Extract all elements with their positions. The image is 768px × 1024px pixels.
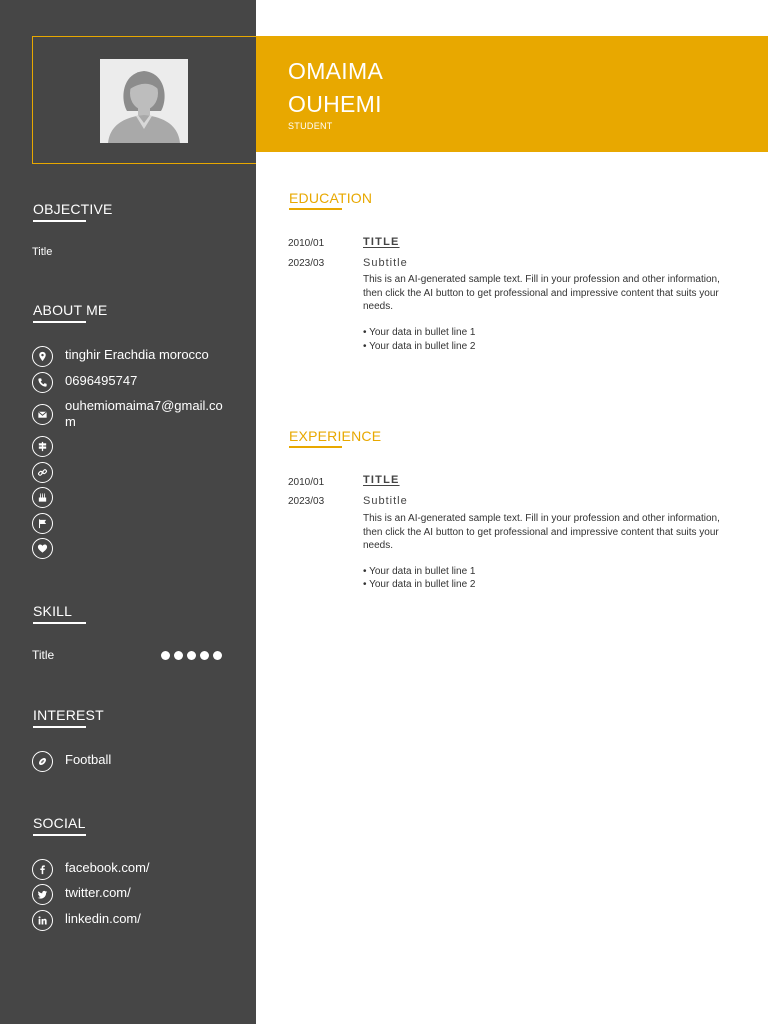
education-underline [289, 208, 342, 210]
contact-location [32, 346, 230, 367]
contact-location-text: tinghir Erachdia morocco [65, 347, 209, 362]
objective-heading: OBJECTIVE [33, 201, 113, 217]
skill-dot [174, 651, 183, 660]
signpost-icon [32, 436, 53, 457]
objective-underline [33, 220, 86, 222]
skill-dot [161, 651, 170, 660]
email-icon [32, 404, 53, 425]
avatar[interactable] [100, 59, 188, 143]
link-icon [32, 462, 53, 483]
experience-heading: EXPERIENCE [289, 428, 382, 444]
experience-end-date: 2023/03 [288, 496, 325, 507]
skill-underline [33, 622, 86, 624]
facebook-icon [32, 859, 53, 880]
contact-email-text: ouhemiomaima7@gmail.com [65, 398, 223, 429]
education-description: This is an AI-generated sample text. Fill in your profession and other information, then click the AI button to get professional and impressive content that suits your needs. [363, 274, 720, 312]
interest-heading: INTEREST [33, 707, 104, 723]
social-twitter-link[interactable]: twitter.com/ [65, 885, 131, 900]
education-start-date: 2010/01 [288, 238, 325, 249]
contact-signpost [32, 436, 230, 457]
birthday-cake-icon [32, 487, 53, 508]
avatar-placeholder-icon [100, 59, 188, 143]
experience-start-date: 2010/01 [288, 477, 325, 488]
education-heading: EDUCATION [289, 190, 373, 206]
photo-frame [32, 36, 256, 164]
experience-bullet: • Your data in bullet line 1 [363, 566, 476, 577]
skill-heading: SKILL [33, 603, 73, 619]
role-title: STUDENT [288, 121, 333, 131]
experience-entry-subtitle: Subtitle [363, 495, 408, 507]
about-underline [33, 321, 86, 323]
skill-dot [213, 651, 222, 660]
experience-entry-title: TITLE [363, 474, 400, 486]
education-entry-title: TITLE [363, 236, 400, 248]
flag-icon [32, 513, 53, 534]
contact-email [32, 397, 230, 430]
contact-flag [32, 513, 230, 534]
experience-description: This is an AI-generated sample text. Fill in your profession and other information, then click the AI button to get professional and impressive content that suits your needs. [363, 513, 720, 551]
skill-dot [200, 651, 209, 660]
education-end-date: 2023/03 [288, 258, 325, 269]
interest-item-text: Football [65, 752, 112, 767]
education-bullet: • Your data in bullet line 2 [363, 341, 476, 352]
social-facebook-link[interactable]: facebook.com/ [65, 860, 150, 875]
skill-rating [161, 651, 222, 660]
skill-dot [187, 651, 196, 660]
contact-link [32, 462, 230, 483]
last-name: OUHEMI [288, 91, 382, 117]
interest-underline [33, 726, 86, 728]
name-header [256, 36, 768, 152]
social-linkedin[interactable] [32, 910, 230, 931]
skill-name: Title [32, 648, 55, 662]
heart-icon [32, 538, 53, 559]
twitter-icon [32, 884, 53, 905]
social-underline [33, 834, 86, 836]
about-heading: ABOUT ME [33, 302, 108, 318]
social-linkedin-link[interactable]: linkedin.com/ [65, 911, 141, 926]
interest-item [32, 751, 230, 772]
social-heading: SOCIAL [33, 815, 86, 831]
education-entry-subtitle: Subtitle [363, 257, 408, 269]
sidebar [0, 0, 256, 1024]
experience-bullet: • Your data in bullet line 2 [363, 579, 476, 590]
contact-heart [32, 538, 230, 559]
phone-icon [32, 372, 53, 393]
contact-phone-text: 0696495747 [65, 373, 138, 388]
social-facebook[interactable] [32, 859, 230, 880]
contact-birthday [32, 487, 230, 508]
objective-text: Title [32, 246, 53, 258]
contact-phone [32, 372, 230, 393]
location-pin-icon [32, 346, 53, 367]
first-name: OMAIMA [288, 58, 384, 84]
education-bullet: • Your data in bullet line 1 [363, 327, 476, 338]
football-icon [32, 751, 53, 772]
linkedin-icon [32, 910, 53, 931]
social-twitter[interactable] [32, 884, 230, 905]
experience-underline [289, 446, 342, 448]
